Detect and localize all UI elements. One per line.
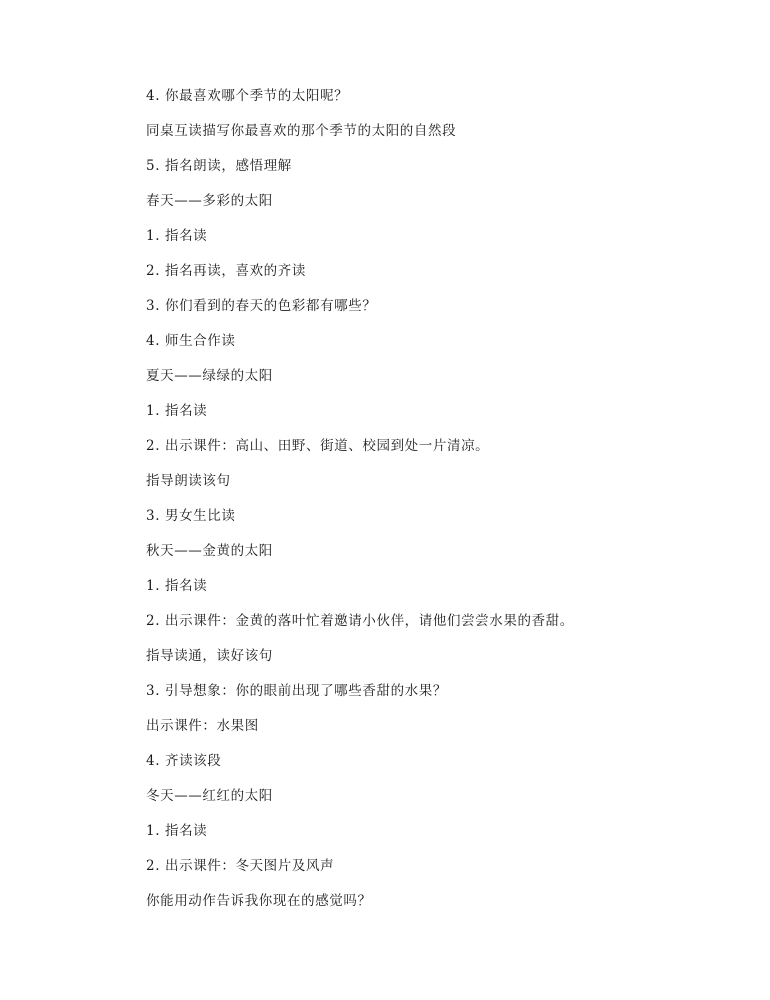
section-heading-autumn: 秋天——金黄的太阳	[146, 543, 273, 559]
text-line: 2. 出示课件：高山、田野、街道、校园到处一片清凉。	[146, 438, 490, 454]
text-line: 2. 出示课件：冬天图片及风声	[146, 858, 335, 874]
text-line: 3. 男女生比读	[146, 508, 236, 524]
text-line: 出示课件：水果图	[146, 718, 259, 734]
text-line: 你能用动作告诉我你现在的感觉吗？	[146, 893, 372, 909]
text-line: 5. 指名朗读，感悟理解	[146, 158, 292, 174]
text-line: 同桌互读描写你最喜欢的那个季节的太阳的自然段	[146, 123, 457, 139]
text-line: 2. 指名再读，喜欢的齐读	[146, 263, 306, 279]
text-line: 1. 指名读	[146, 578, 208, 594]
text-line: 4. 你最喜欢哪个季节的太阳呢？	[146, 88, 349, 104]
section-heading-spring: 春天——多彩的太阳	[146, 193, 273, 209]
text-line: 2. 出示课件：金黄的落叶忙着邀请小伙伴，请他们尝尝水果的香甜。	[146, 613, 574, 629]
text-line: 1. 指名读	[146, 823, 208, 839]
text-line: 4. 齐读该段	[146, 753, 222, 769]
text-line: 3. 你们看到的春天的色彩都有哪些？	[146, 298, 377, 314]
text-line: 指导读通，读好该句	[146, 648, 273, 664]
section-heading-winter: 冬天——红红的太阳	[146, 788, 273, 804]
text-line: 指导朗读该句	[146, 473, 231, 489]
text-line: 1. 指名读	[146, 403, 208, 419]
text-line: 1. 指名读	[146, 228, 208, 244]
section-heading-summer: 夏天——绿绿的太阳	[146, 368, 273, 384]
text-line: 4. 师生合作读	[146, 333, 236, 349]
text-line: 3. 引导想象：你的眼前出现了哪些香甜的水果？	[146, 683, 447, 699]
